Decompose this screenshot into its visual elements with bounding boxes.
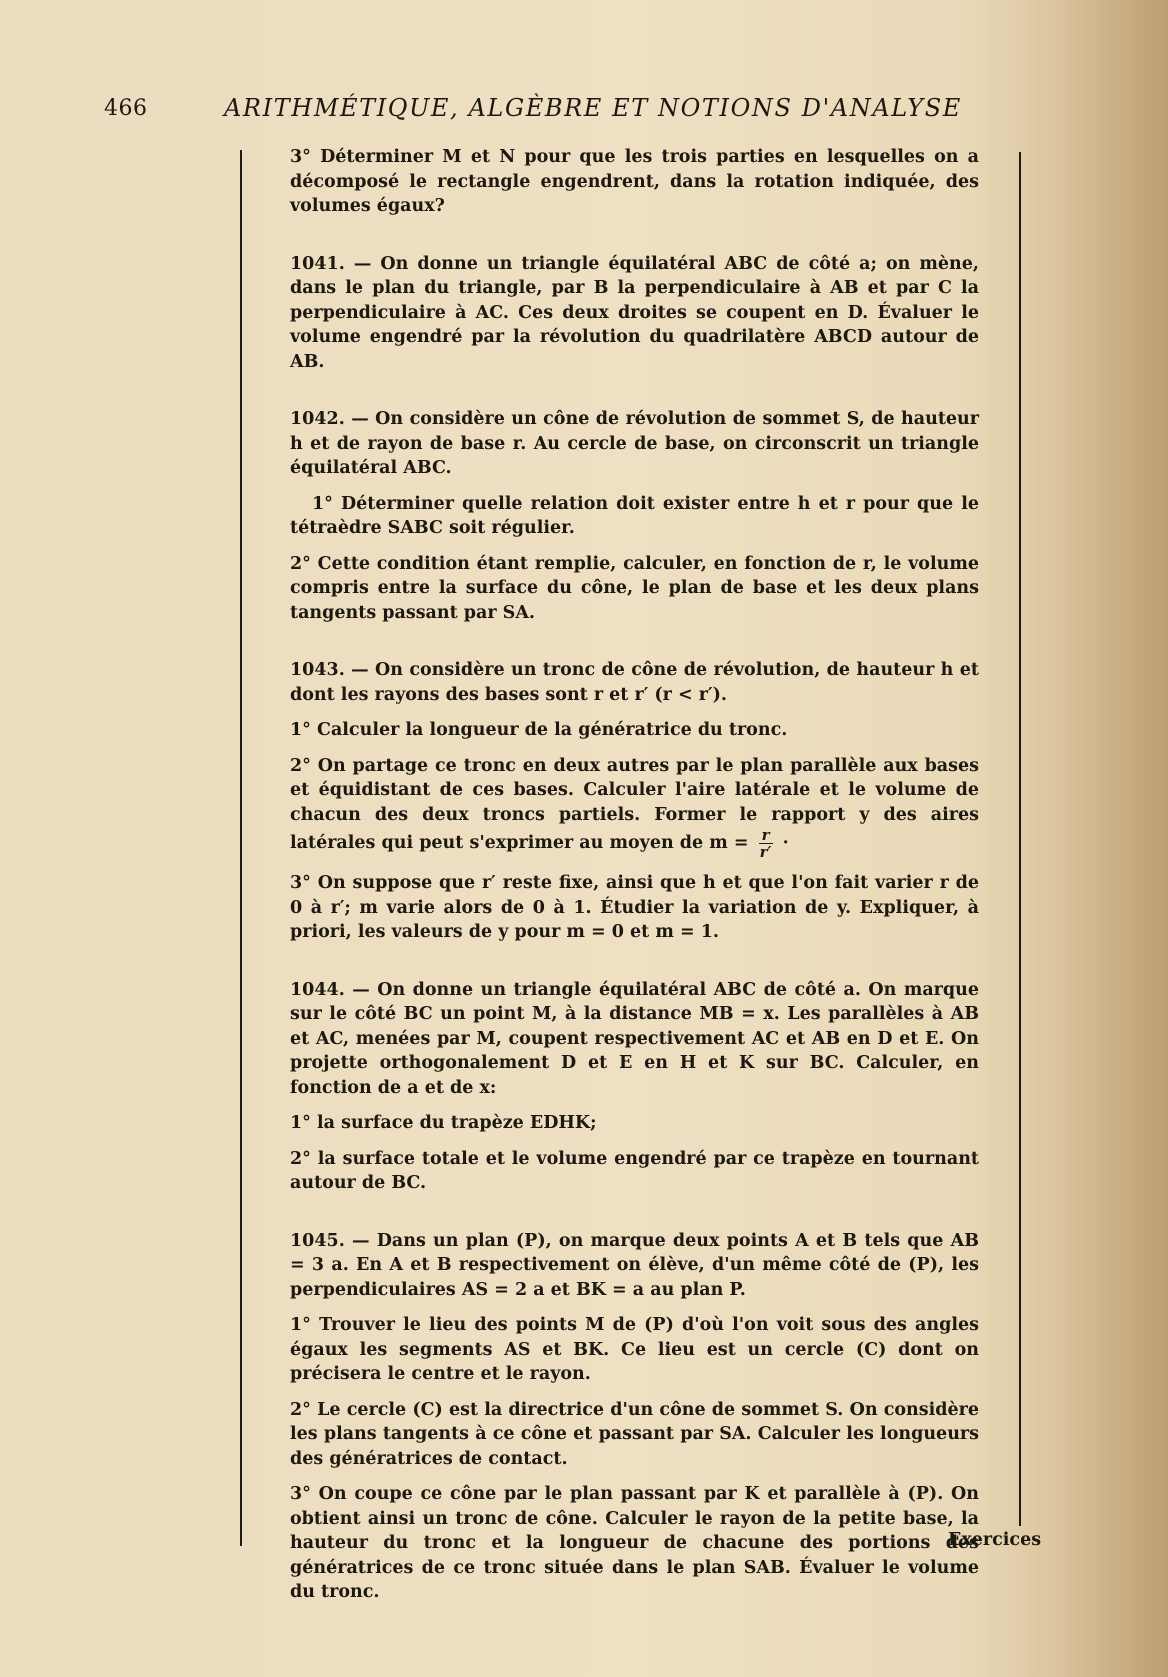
fraction-tail: · xyxy=(782,833,789,853)
exercise-1044: 1044. — On donne un triangle équilatéral ABC de côté a. On marque sur le côté BC un point M, à la distance MB = x. Les parallèles à AB et AC, menées par M, coupent respectivement AC et AB en D et E. On projette orthogonalement D et E en H et K sur BC. Calculer, en fonction de a et de x: xyxy=(290,979,979,1098)
exercise-1045-part-2: 2° Le cercle (C) est la directrice d'un cône de sommet S. On considère les plans tangents à ce cône et passant par SA. Calculer les longueurs des génératrices de contact. xyxy=(290,1399,979,1469)
fraction-denominator: r′ xyxy=(759,843,772,861)
exercise-1043-part-2-text: 2° On partage ce tronc en deux autres par le plan parallèle aux bases et équidistant de ces bases. Calculer l'aire latérale et le volume de chacun des deux troncs partiels. Former le rapport y des aires latérales qui peut s'exprimer au moyen de m = xyxy=(290,755,979,853)
fraction-r-over-r-prime xyxy=(759,827,773,860)
exercise-1044-part-2: 2° la surface totale et le volume engendré par ce trapèze en tournant autour de BC. xyxy=(290,1148,979,1193)
exercise-1043-part-2 xyxy=(290,754,979,861)
exercise-1043-part-1: 1° Calculer la longueur de la génératrice du tronc. xyxy=(290,720,788,740)
catchword: Exercices xyxy=(948,1530,1042,1550)
exercise-1042: 1042. — On considère un cône de révolution de sommet S, de hauteur h et de rayon de base r. Au cercle de base, on circonscrit un triangle équilatéral ABC. xyxy=(290,409,979,478)
exercise-text xyxy=(290,145,979,1616)
left-margin-rule xyxy=(240,150,242,1546)
exercise-1045-part-3: 3° On coupe ce cône par le plan passant par K et parallèle à (P). On obtient ainsi un tronc de cône. Calculer le rayon de la petite base, la hauteur du tronc et la longueur de chacune des portions des génératrices de ce tronc située dans le plan SAB. Évaluer le volume du tronc. xyxy=(290,1484,979,1602)
page-header xyxy=(104,92,998,132)
exercise-1045: 1045. — Dans un plan (P), on marque deux points A et B tels que AB = 3 a. En A et B respectivement on élève, d'un même côté de (P), les perpendiculaires AS = 2 a et BK = a au plan P. xyxy=(290,1230,979,1300)
exercise-1042-part-2: 2° Cette condition étant remplie, calculer, en fonction de r, le volume compris entre la surface du cône, le plan de base et les deux plans tangents passant par SA. xyxy=(290,553,979,623)
fraction-numerator: r xyxy=(759,827,773,844)
running-title: ARITHMÉTIQUE, ALGÈBRE ET NOTIONS D'ANALYSE xyxy=(224,94,962,122)
exercise-1041: 1041. — On donne un triangle équilatéral ABC de côté a; on mène, dans le plan du triangle, par B la perpendiculaire à AB et par C la perpendiculaire à AC. Ces deux droites se coupent en D. Évaluer le volume engendré par la révolution du quadrilatère ABCD autour de AB. xyxy=(290,253,979,372)
exercise-1045-part-1: 1° Trouver le lieu des points M de (P) d'où l'on voit sous des angles égaux les segments AS et BK. Ce lieu est un cercle (C) dont on précisera le centre et le rayon. xyxy=(290,1315,979,1384)
paragraph-part-3-previous: 3° Déterminer M et N pour que les trois parties en lesquelles on a décomposé le rectangle engendrent, dans la rotation indiquée, des volumes égaux? xyxy=(290,147,979,216)
exercise-1043-part-3: 3° On suppose que r′ reste fixe, ainsi que h et que l'on fait varier r de 0 à r′; m varie alors de 0 à 1. Étudier la variation de y. Expliquer, à priori, les valeurs de y pour m = 0 et m = 1. xyxy=(290,873,979,942)
page-number: 466 xyxy=(104,96,148,121)
right-margin-rule xyxy=(1019,152,1021,1526)
exercise-1044-part-1: 1° la surface du trapèze EDHK; xyxy=(290,1113,597,1133)
exercise-1042-part-1: 1° Déterminer quelle relation doit exister entre h et r pour que le tétraèdre SABC soit régulier. xyxy=(290,493,979,538)
exercise-1043: 1043. — On considère un tronc de cône de révolution, de hauteur h et dont les rayons des bases sont r et r′ (r < r′). xyxy=(290,660,979,705)
